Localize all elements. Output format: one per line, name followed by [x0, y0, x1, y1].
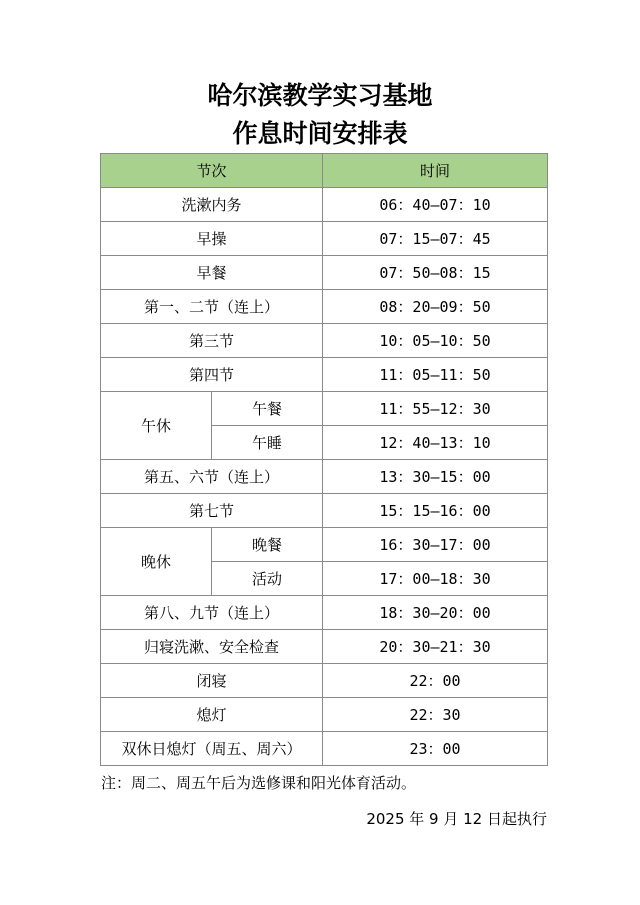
period-cell: 闭寝 — [101, 664, 323, 698]
time-cell: 17：00—18：30 — [323, 562, 548, 596]
document-subtitle: 作息时间安排表 — [232, 119, 408, 148]
period-cell: 活动 — [212, 562, 323, 596]
table-row — [101, 460, 548, 494]
time-cell: 08：20—09：50 — [323, 290, 548, 324]
time-cell: 16：30—17：00 — [323, 528, 548, 562]
time-cell: 11：05—11：50 — [323, 358, 548, 392]
time-cell: 22：00 — [323, 664, 548, 698]
header-period: 节次 — [101, 154, 323, 188]
period-cell: 第一、二节（连上） — [101, 290, 323, 324]
period-cell: 午餐 — [212, 392, 323, 426]
time-cell: 20：30—21：30 — [323, 630, 548, 664]
time-cell: 07：50—08：15 — [323, 256, 548, 290]
time-cell: 15：15—16：00 — [323, 494, 548, 528]
period-cell: 第四节 — [101, 358, 323, 392]
table-row — [101, 222, 548, 256]
table-row — [101, 698, 548, 732]
time-cell: 11：55—12：30 — [323, 392, 548, 426]
period-cell: 归寝洗漱、安全检查 — [101, 630, 323, 664]
header-time: 时间 — [323, 154, 548, 188]
table-row — [101, 528, 548, 562]
time-cell: 07：15—07：45 — [323, 222, 548, 256]
table-row — [101, 732, 548, 766]
time-cell: 06：40—07：10 — [323, 188, 548, 222]
table-row — [101, 596, 548, 630]
effective-date: 2025 年 9 月 12 日起执行 — [366, 810, 547, 828]
period-cell: 早操 — [101, 222, 323, 256]
time-cell: 23：00 — [323, 732, 548, 766]
period-cell: 双休日熄灯（周五、周六） — [101, 732, 323, 766]
table-row — [101, 664, 548, 698]
period-cell: 第八、九节（连上） — [101, 596, 323, 630]
schedule-table — [100, 153, 548, 766]
period-cell: 晚餐 — [212, 528, 323, 562]
period-cell: 早餐 — [101, 256, 323, 290]
table-row — [101, 188, 548, 222]
time-cell: 10：05—10：50 — [323, 324, 548, 358]
table-row — [101, 290, 548, 324]
table-row — [101, 324, 548, 358]
group-cell-noon-break: 午休 — [101, 392, 212, 460]
footnote: 注：周二、周五午后为选修课和阳光体育活动。 — [101, 774, 417, 792]
period-cell: 第三节 — [101, 324, 323, 358]
table-row — [101, 392, 548, 426]
group-cell-evening-break: 晚休 — [101, 528, 212, 596]
table-row — [101, 630, 548, 664]
period-cell: 洗漱内务 — [101, 188, 323, 222]
document-title: 哈尔滨教学实习基地 — [207, 81, 433, 110]
table-row — [101, 494, 548, 528]
time-cell: 22：30 — [323, 698, 548, 732]
table-row — [101, 358, 548, 392]
table-row — [101, 256, 548, 290]
table-header-row — [101, 154, 548, 188]
period-cell: 熄灯 — [101, 698, 323, 732]
time-cell: 12：40—13：10 — [323, 426, 548, 460]
period-cell: 午睡 — [212, 426, 323, 460]
time-cell: 13：30—15：00 — [323, 460, 548, 494]
period-cell: 第七节 — [101, 494, 323, 528]
time-cell: 18：30—20：00 — [323, 596, 548, 630]
period-cell: 第五、六节（连上） — [101, 460, 323, 494]
